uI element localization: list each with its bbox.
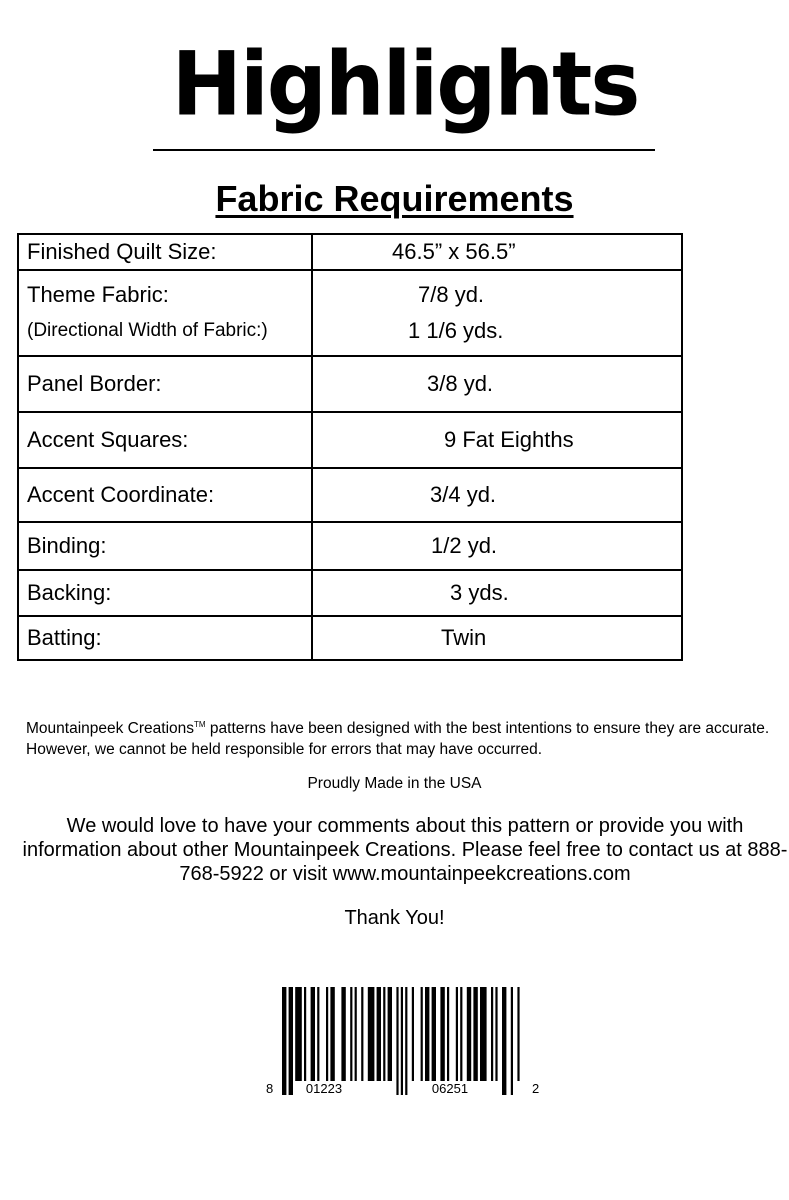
- barcode-bar: [432, 987, 436, 1081]
- barcode-digit-first: 8: [266, 1081, 274, 1096]
- row-value: [312, 412, 682, 468]
- row-label: Accent Coordinate:: [18, 468, 312, 522]
- barcode-bar: [421, 987, 423, 1081]
- barcode-bar: [412, 987, 414, 1081]
- barcode-bar: [467, 987, 471, 1081]
- barcode-bar: [368, 987, 375, 1081]
- barcode-bar: [361, 987, 363, 1081]
- value-text: 46.5” x 56.5”: [392, 239, 516, 264]
- barcode-bar: [447, 987, 449, 1081]
- barcode-bar: [388, 987, 392, 1081]
- row-label: Backing:: [18, 570, 312, 616]
- row-value: [312, 570, 682, 616]
- barcode-bar: [440, 987, 444, 1081]
- barcode-bar: [511, 987, 513, 1095]
- barcode-bar: [473, 987, 477, 1081]
- barcode-bar: [317, 987, 319, 1081]
- barcode-bar: [396, 987, 398, 1095]
- barcode-bar: [491, 987, 493, 1081]
- barcode-bar: [502, 987, 506, 1095]
- table-row: [18, 468, 682, 522]
- company-name: Mountainpeek Creations: [26, 720, 195, 738]
- table-row: [18, 522, 682, 570]
- brand-logo: Highlights: [171, 32, 639, 136]
- barcode-bar: [401, 987, 403, 1095]
- table-row: [18, 270, 682, 356]
- directional-label: (Directional Width of Fabric:): [27, 320, 268, 341]
- table-row: [18, 234, 682, 270]
- value-text: 1/2 yd.: [431, 533, 498, 558]
- barcode-bar: [311, 987, 315, 1081]
- made-in-usa: Proudly Made in the USA: [307, 775, 482, 792]
- barcode-bar: [495, 987, 497, 1081]
- thank-you: Thank You!: [344, 907, 445, 929]
- row-value: [312, 356, 682, 412]
- barcode-bar: [341, 987, 345, 1081]
- value-text: 9 Fat Eighths: [444, 427, 574, 452]
- disclaimer-text: [26, 714, 786, 760]
- barcode-bar: [289, 987, 293, 1095]
- logo-underline: [153, 149, 655, 151]
- barcode-bar: [326, 987, 328, 1081]
- page-heading: [0, 178, 789, 220]
- barcode-graphic: [262, 985, 542, 1100]
- table-row: [18, 616, 682, 660]
- upc-barcode: [262, 985, 542, 1100]
- contact-paragraph: We would love to have your comments about this pattern or provide you with information about other Mountainpeek Creations. Please feel free to contact us at 888-768-5922 or visit www.mountainpeekcreations.com: [22, 815, 788, 885]
- value-text: 3/8 yd.: [427, 371, 494, 396]
- row-label: Binding:: [18, 522, 312, 570]
- row-label: Accent Squares:: [18, 412, 312, 468]
- trademark-mark: TM: [194, 720, 206, 729]
- row-label: Finished Quilt Size:: [18, 234, 312, 270]
- barcode-bar: [405, 987, 407, 1095]
- table-row: [18, 356, 682, 412]
- theme-fabric-value: 7/8 yd.: [418, 282, 485, 307]
- row-value: [312, 234, 682, 270]
- barcode-bar: [377, 987, 381, 1081]
- table-row: [18, 570, 682, 616]
- row-value: [312, 468, 682, 522]
- fabric-requirements-table: [17, 233, 683, 661]
- theme-fabric-label: Theme Fabric:: [27, 282, 169, 307]
- barcode-bar: [383, 987, 385, 1081]
- barcode-bar: [330, 987, 334, 1081]
- barcode-bar: [355, 987, 357, 1081]
- directional-value: 1 1/6 yds.: [408, 318, 504, 343]
- table-row: [18, 412, 682, 468]
- value-text: 3 yds.: [450, 580, 509, 605]
- row-label: Panel Border:: [18, 356, 312, 412]
- row-value: [312, 270, 682, 356]
- heading-text: Fabric Requirements: [215, 178, 574, 219]
- row-value: [312, 616, 682, 660]
- barcode-bar: [517, 987, 519, 1081]
- barcode-bar: [425, 987, 429, 1081]
- row-label: Batting:: [18, 616, 312, 660]
- barcode-bar: [350, 987, 352, 1081]
- disclaimer-body: patterns have been designed with the best intentions to ensure they are accurate. However, we cannot be held responsible for errors that may have occurred.: [26, 720, 770, 759]
- row-value: [312, 522, 682, 570]
- barcode-bar: [295, 987, 302, 1081]
- value-text: 3/4 yd.: [430, 482, 497, 507]
- barcode-group-right: 06251: [431, 1081, 469, 1096]
- value-text: Twin: [441, 625, 487, 650]
- barcode-group-left: 01223: [305, 1081, 343, 1096]
- barcode-bar: [304, 987, 306, 1081]
- barcode-digit-last: 2: [532, 1081, 540, 1096]
- barcode-bar: [460, 987, 462, 1081]
- barcode-bar: [480, 987, 487, 1081]
- row-label: [18, 270, 312, 356]
- barcode-bar: [456, 987, 458, 1081]
- barcode-bar: [282, 987, 286, 1095]
